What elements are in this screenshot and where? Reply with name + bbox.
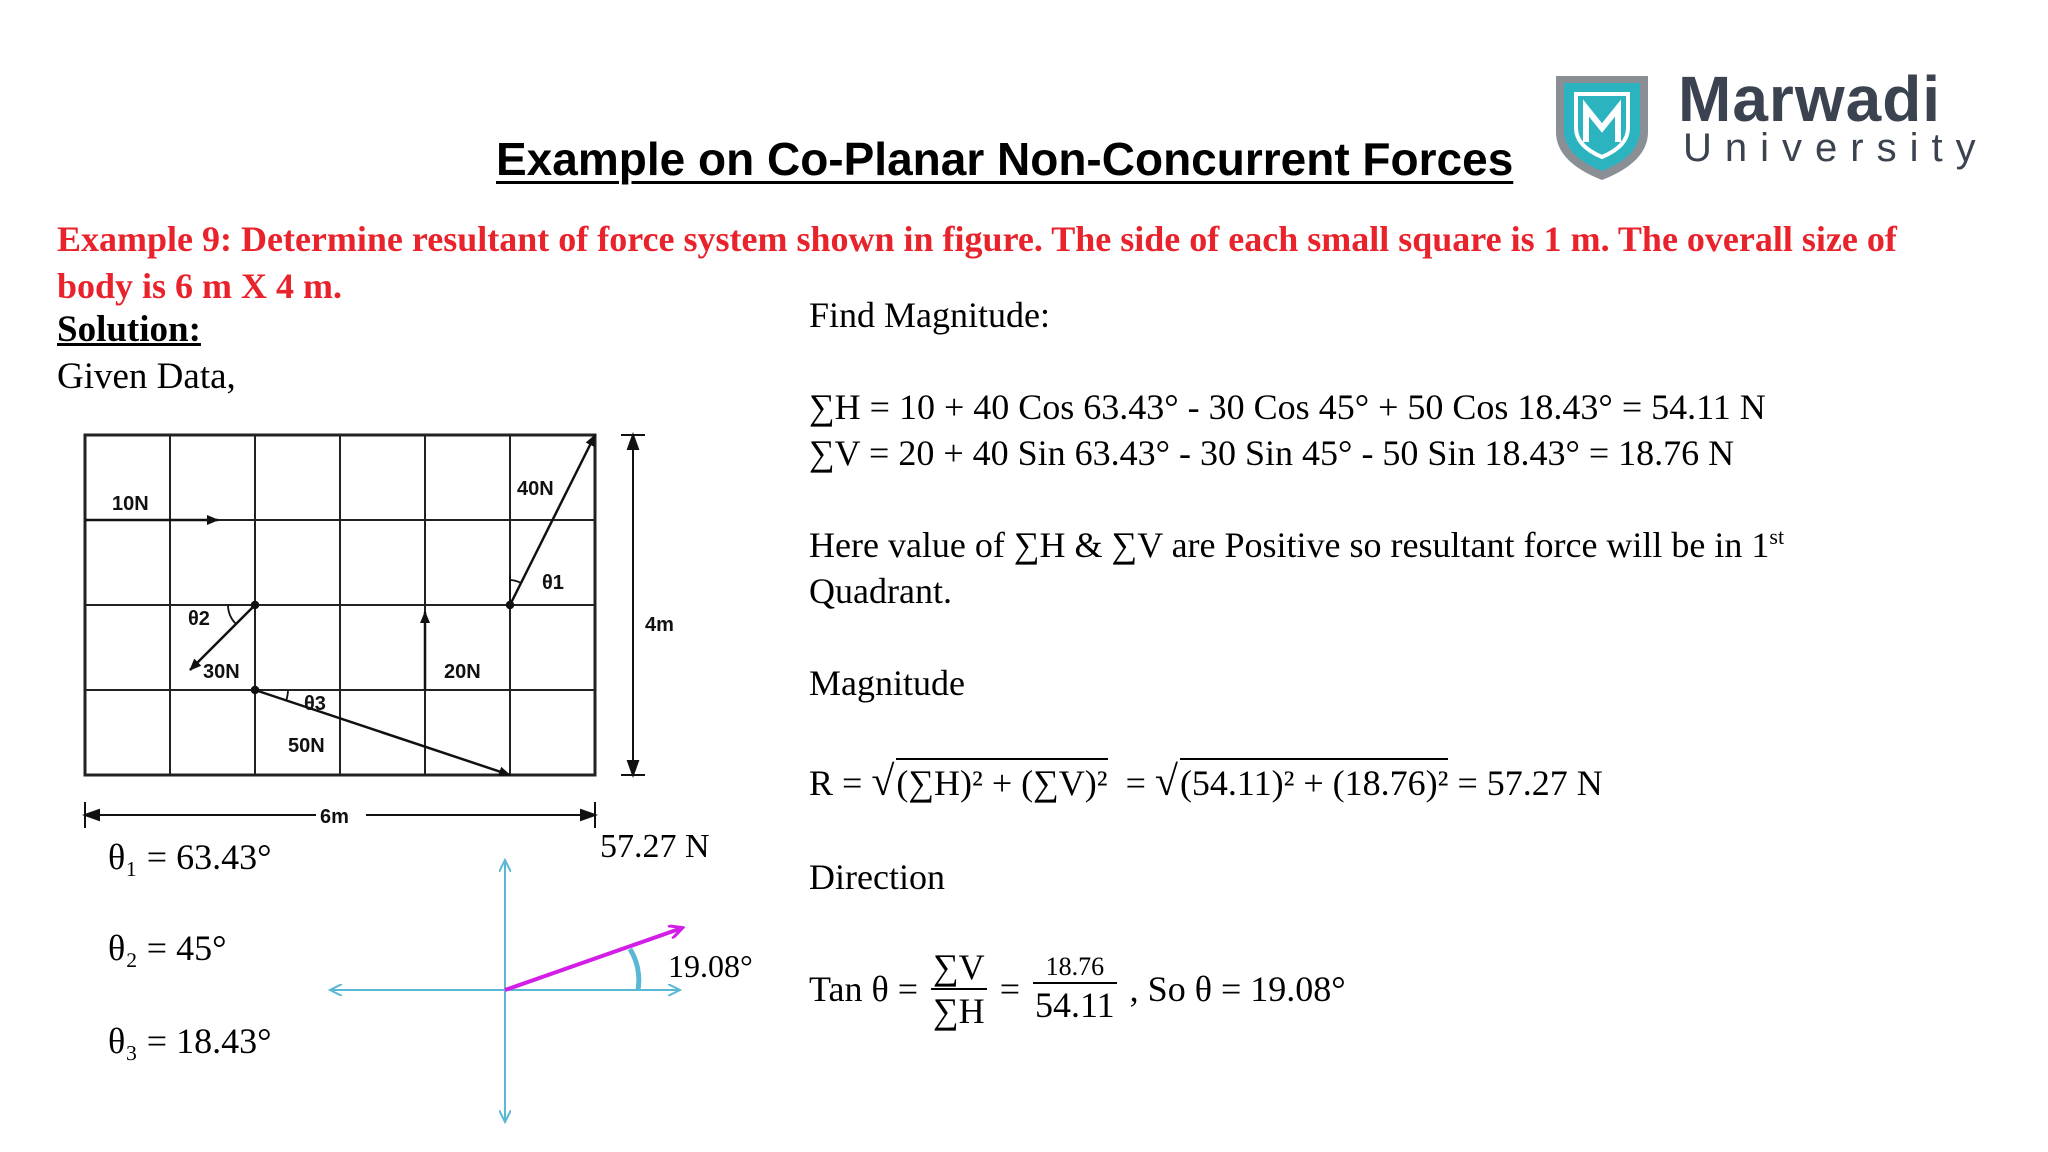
page-title: Example on Co-Planar Non-Concurrent Forces xyxy=(496,133,1514,185)
resultant-vector xyxy=(505,928,682,990)
dim-height-label: 4m xyxy=(645,614,674,636)
university-logo-icon xyxy=(1552,70,1652,182)
find-magnitude-heading: Find Magnitude: xyxy=(809,295,1050,335)
fraction-symbolic xyxy=(931,946,987,1032)
angle-arc xyxy=(630,949,639,990)
frac-numeric-num: 18.76 xyxy=(1033,952,1117,984)
sum-v-equation: ∑V = 20 + 40 Sin 63.43° - 30 Sin 45° - 50 Sin 18.43° = 18.76 N xyxy=(809,433,1735,473)
quadrant-statement xyxy=(809,524,1784,566)
force-50n-arrow xyxy=(255,690,510,775)
quadrant-word: Quadrant. xyxy=(809,571,952,611)
r-lhs: R = xyxy=(809,763,863,803)
theta1-label: θ1 xyxy=(542,572,564,594)
frac-symbolic-den: ∑H xyxy=(933,991,985,1031)
force-20n-label: 20N xyxy=(444,661,481,683)
resultant-equation xyxy=(809,758,1603,806)
resultant-magnitude-label: 57.27 N xyxy=(600,828,710,865)
tan-lhs: Tan θ = xyxy=(809,969,919,1009)
force-50n-label: 50N xyxy=(288,735,325,757)
given-data-label: Given Data, xyxy=(57,356,236,397)
sqrt-icon: √ xyxy=(1154,759,1178,805)
sum-h-equation: ∑H = 10 + 40 Cos 63.43° - 30 Cos 45° + 50 Cos 18.43° = 54.11 N xyxy=(809,387,1766,427)
theta1-value: θ₁ = 63.43° xyxy=(108,837,272,877)
direction-equation: Tan θ = $\frac{\sum V}{\sum H}$ = $\frac{18.76}{54.11}$ , So θ = 19.08° xyxy=(809,947,1346,1031)
frac-numeric-den: 54.11 xyxy=(1035,985,1115,1025)
r-sqrt-symbolic: (∑H)² + (∑V)² xyxy=(896,758,1107,804)
magnitude-heading: Magnitude xyxy=(809,663,965,703)
force-40n-label: 40N xyxy=(517,478,554,500)
direction-heading: Direction xyxy=(809,857,945,897)
quadrant-superscript: st xyxy=(1769,524,1785,549)
dim-width-label: 6m xyxy=(320,806,349,828)
example-statement: Example 9: Determine resultant of force system shown in figure. The side of each small square is 1 m. The overall size of body is 6 m X 4 m. xyxy=(57,219,1897,306)
theta3-label: θ3 xyxy=(304,693,326,715)
theta2-value: θ₂ = 45° xyxy=(108,928,227,968)
quadrant-text: Here value of ∑H & ∑V are Positive so resultant force will be in 1 xyxy=(809,525,1770,565)
theta3-value: θ₃ = 18.43° xyxy=(108,1021,272,1061)
resultant-angle-label: 19.08° xyxy=(668,948,753,984)
r-result: = 57.27 N xyxy=(1457,763,1603,803)
force-10n-label: 10N xyxy=(112,493,149,515)
theta2-label: θ2 xyxy=(188,608,210,630)
solution-heading: Solution: xyxy=(57,309,201,350)
sqrt-icon: √ xyxy=(871,759,895,805)
logo-subtitle: University xyxy=(1683,126,1989,170)
so-theta: , So θ = 19.08° xyxy=(1129,969,1346,1009)
logo-name: Marwadi xyxy=(1678,63,1942,135)
r-sqrt-numeric: (54.11)² + (18.76)² xyxy=(1180,758,1449,804)
force-system-figure xyxy=(68,425,678,835)
r-equals: = xyxy=(1125,763,1146,803)
frac-symbolic-num: ∑V xyxy=(931,946,987,990)
fraction-numeric xyxy=(1033,952,1117,1026)
force-30n-label: 30N xyxy=(203,661,240,683)
